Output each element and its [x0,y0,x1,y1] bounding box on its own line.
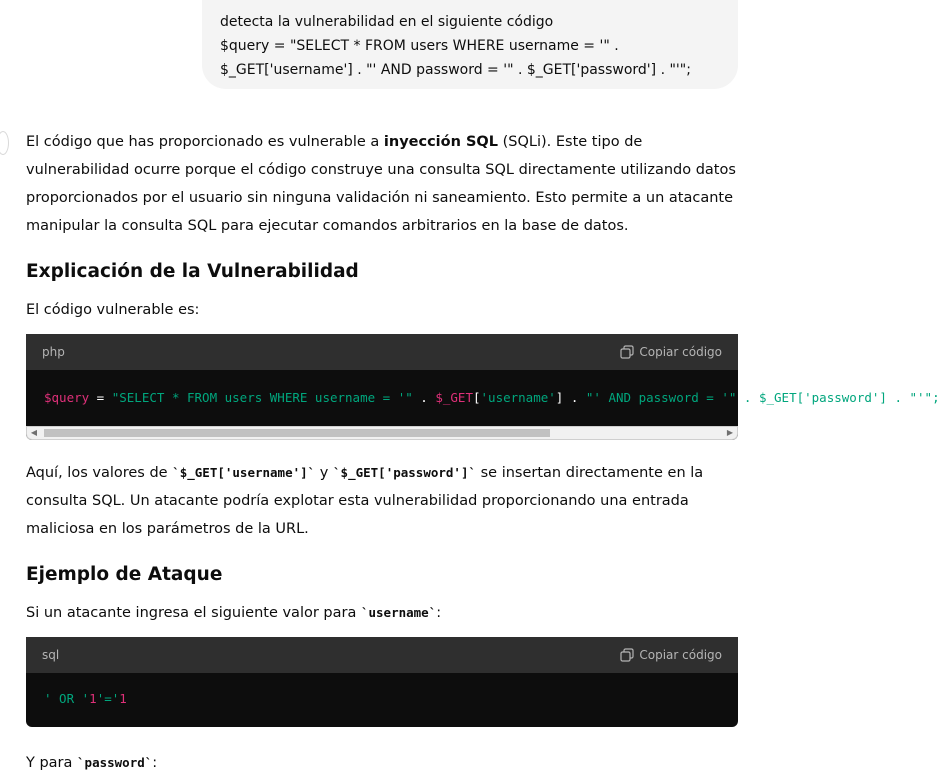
copy-code-button[interactable] [620,345,722,359]
code-block-php [26,334,940,440]
code-token: $query [44,390,90,405]
copy-label: Copiar código [639,648,722,662]
intro-paragraph: El código que has proporcionado es vulnerable a inyección SQL (SQLi). Este tipo de vulnerabilidad ocurre porque el código construye una consulta SQL directamente utilizando datos proporcionados por el usuario sin ninguna validación ni saneamiento. Esto permite a un atacante manipular la consulta SQL para ejecutar comandos arbitrarios en la base de datos. [26,134,736,234]
code-content [26,673,738,727]
scroll-right-icon[interactable]: ▶ [726,428,734,437]
copy-icon [620,648,634,662]
code-token: $_GET [435,390,473,405]
user-message-line: $_GET['username'] . "' AND password = '" . $_GET['password'] . "'"; [220,62,691,78]
code-language: sql [42,648,60,662]
assistant-response [26,128,940,777]
user-message-bubble [202,0,738,89]
copy-label: Copiar código [639,345,722,359]
inline-code: `$_GET['password']` [333,465,477,480]
copy-icon [620,345,634,359]
code-token: '=' [96,691,120,706]
inline-code: `username` [360,605,437,620]
code-token: = [89,390,112,405]
code-token: ] [555,390,564,405]
code-token: . [563,390,586,405]
code-token: "SELECT * FROM users WHERE username = '" [111,390,413,405]
section-heading: Explicación de la Vulnerabilidad [26,261,359,282]
code-header [26,334,738,370]
code-token: [ [472,390,481,405]
code-token: 1 [119,691,127,706]
code-token: . [412,390,436,405]
scroll-left-icon[interactable]: ◀ [30,428,38,437]
user-message-line: detecta la vulnerabilidad en el siguiente código [220,14,554,30]
code-block-sql [26,637,738,727]
vuln-code-label: El código vulnerable es: [26,302,200,318]
code-token: "' AND password = '" . $_GET['password'] . "'"; [585,390,940,405]
inline-code: `$_GET['username']` [172,465,316,480]
code-language: php [42,345,65,359]
code-header [26,637,738,673]
bold-term: inyección SQL [383,134,498,150]
password-intro: Y para `password`: [26,755,158,771]
section-heading: Ejemplo de Ataque [26,564,223,585]
code-content [26,370,940,426]
attack-intro: Si un atacante ingresa el siguiente valor para `username`: [26,605,442,621]
code-token: ' OR ' [44,691,90,706]
assistant-avatar [0,131,9,155]
inline-code: `password` [77,755,153,770]
user-message-line: $query = "SELECT * FROM users WHERE username = '" . [220,38,619,54]
horizontal-scrollbar[interactable] [26,426,738,440]
copy-code-button[interactable] [620,648,722,662]
explanation-paragraph: Aquí, los valores de `$_GET['username']` y `$_GET['password']` se insertan directamente en la consulta SQL. Un atacante podría explotar esta vulnerabilidad proporcionando una entrada maliciosa en los parámetros de la URL. [26,465,704,537]
code-token: 1 [89,691,97,706]
code-token: 'username' [480,390,556,405]
scrollbar-thumb[interactable] [44,429,550,437]
